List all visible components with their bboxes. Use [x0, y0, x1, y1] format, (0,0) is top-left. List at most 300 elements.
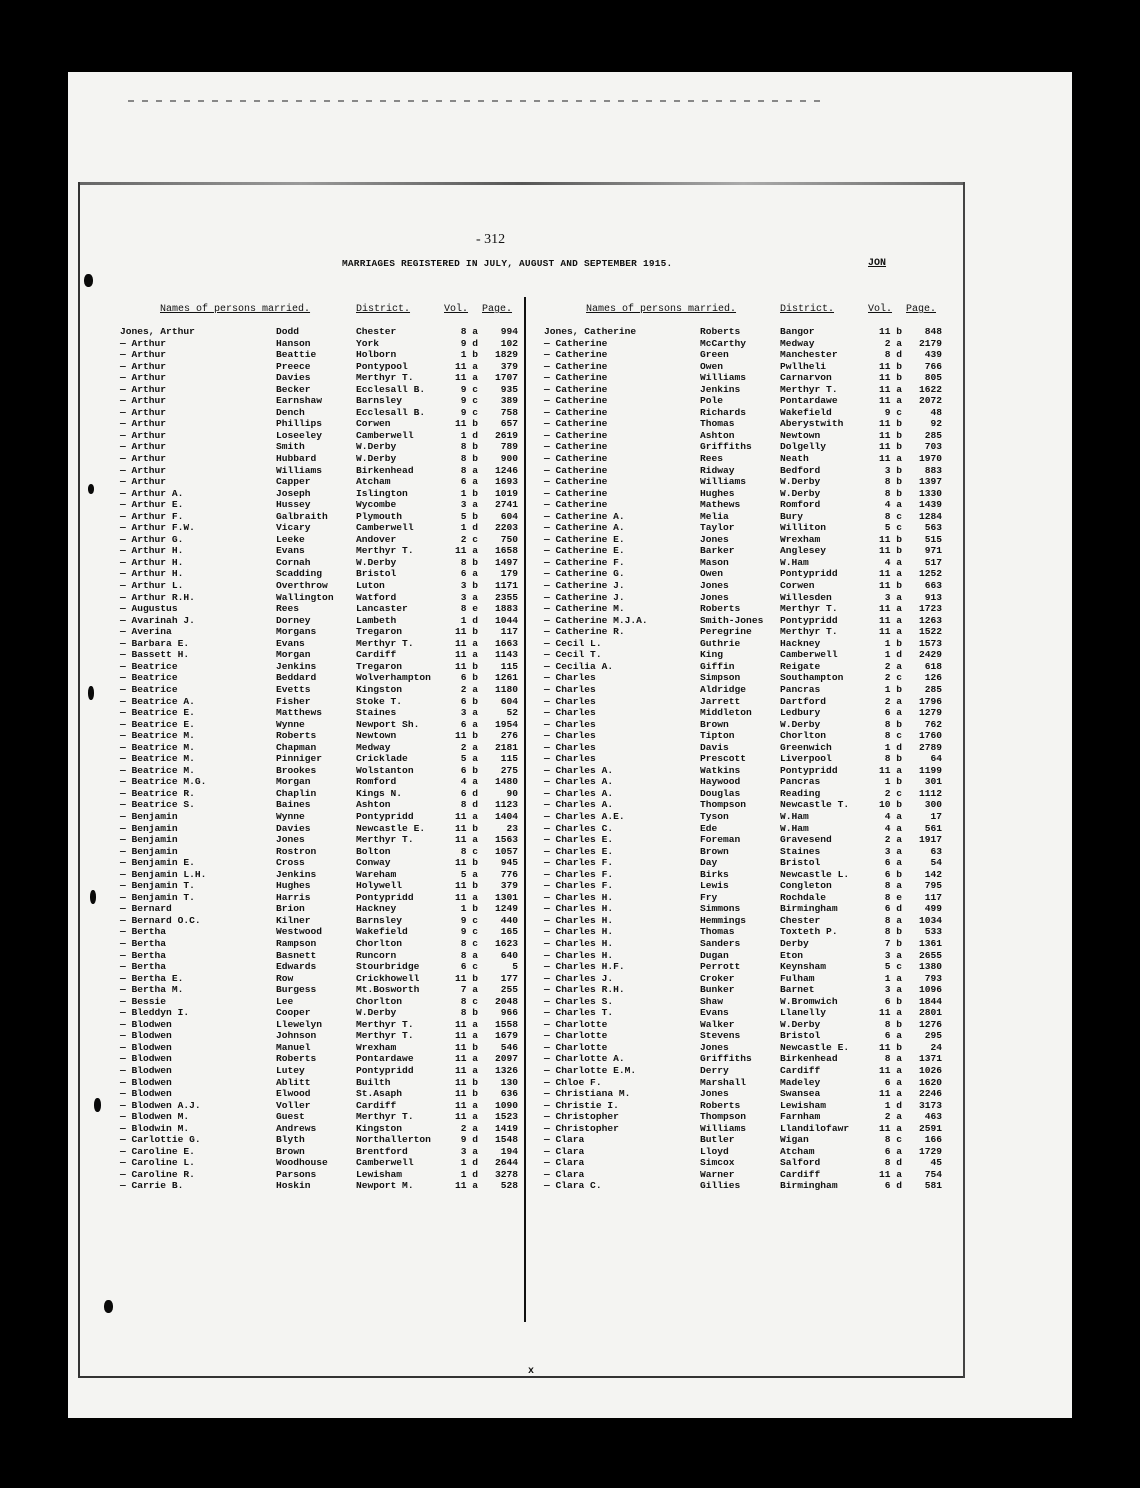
entry-volume: 8 b	[884, 926, 902, 938]
entry-page: 1439	[918, 499, 942, 511]
entry-page: 900	[500, 453, 518, 465]
entry-name: — Arthur	[120, 453, 167, 465]
entry-name: — Catherine G.	[544, 568, 625, 580]
entry-page: 1883	[494, 603, 518, 615]
entry-spouse: Wynne	[276, 718, 305, 730]
entry-page: 1558	[494, 1018, 518, 1030]
entry-volume: 10 b	[878, 799, 902, 811]
entry-spouse: Voller	[276, 1099, 311, 1111]
entry-spouse: Shaw	[700, 995, 724, 1007]
entry-page: 1620	[918, 1076, 942, 1088]
entry-spouse: Lloyd	[700, 1145, 729, 1157]
entry-district: Merthyr T.	[356, 1111, 414, 1123]
entry-district: Keynsham	[780, 961, 827, 973]
entry-spouse: Harris	[276, 891, 311, 903]
entry-spouse: Evetts	[276, 683, 311, 695]
entry-district: Stourbridge	[356, 961, 420, 973]
entry-name: — Bertha	[120, 961, 167, 973]
entry-district: Medway	[780, 337, 815, 349]
entry-page: 1760	[918, 730, 942, 742]
entry-page: 789	[500, 441, 518, 453]
entry-name: — Catherine	[544, 499, 608, 511]
entry-spouse: Beattie	[276, 349, 317, 361]
entry-spouse: Scadding	[276, 568, 323, 580]
entry-spouse: Thompson	[700, 1111, 747, 1123]
entry-name: — Augustus	[120, 603, 178, 615]
entry-district: St.Asaph	[356, 1088, 403, 1100]
punch-hole	[90, 890, 96, 904]
entry-name: — Arthur L.	[120, 580, 184, 592]
entry-volume: 1 b	[460, 487, 478, 499]
entry-name: — Cecil L.	[544, 637, 602, 649]
entry-page: 5	[512, 961, 518, 973]
entry-volume: 11 a	[454, 1111, 478, 1123]
entry-spouse: Smith	[276, 441, 305, 453]
entry-spouse: Hanson	[276, 337, 311, 349]
entry-volume: 5 b	[460, 510, 478, 522]
entry-district: Neath	[780, 453, 809, 465]
entry-district: Fulham	[780, 972, 815, 984]
entry-name: — Bertha E.	[120, 972, 184, 984]
entry-volume: 5 a	[460, 753, 478, 765]
entry-name: — Blodwen	[120, 1041, 172, 1053]
entry-volume: 2 a	[884, 695, 902, 707]
entry-page: 1573	[918, 637, 942, 649]
entry-district: Pontypridd	[780, 614, 838, 626]
entry-spouse: Vicary	[276, 522, 311, 534]
entry-page: 1796	[918, 695, 942, 707]
entry-district: Williton	[780, 522, 827, 534]
entry-district: Cardiff	[780, 1168, 821, 1180]
entry-spouse: Davis	[700, 741, 729, 753]
entry-name: — Arthur H.	[120, 556, 184, 568]
entry-spouse: Morgans	[276, 626, 317, 638]
right-vol-heading: Vol.	[868, 304, 893, 315]
entry-page: 1279	[918, 707, 942, 719]
entry-volume: 11 a	[878, 568, 902, 580]
entry-page: 1326	[494, 1065, 518, 1076]
entry-page: 758	[500, 406, 518, 418]
entry-spouse: Tyson	[700, 810, 729, 822]
entry-district: Cardiff	[780, 1065, 821, 1076]
entry-volume: 2 a	[884, 834, 902, 846]
entry-name: — Arthur G.	[120, 533, 184, 545]
entry-page: 17	[930, 810, 942, 822]
entry-volume: 8 b	[884, 753, 902, 765]
entry-district: Southampton	[780, 672, 844, 684]
entry-volume: 8 a	[884, 880, 902, 892]
entry-district: Atcham	[780, 1145, 815, 1157]
entry-spouse: Simcox	[700, 1157, 735, 1169]
entry-spouse: Warner	[700, 1168, 735, 1180]
entry-name: — Charles	[544, 730, 596, 742]
entry-name: — Catherine	[544, 487, 608, 499]
entry-spouse: Dodd	[276, 326, 300, 337]
entry-spouse: Brown	[276, 1145, 305, 1157]
entry-volume: 8 a	[460, 326, 478, 337]
entry-spouse: Jones	[276, 834, 305, 846]
entry-district: Camberwell	[356, 429, 414, 441]
entry-spouse: Becker	[276, 383, 311, 395]
entry-spouse: Hughes	[276, 880, 311, 892]
entry-page: 285	[924, 429, 942, 441]
entry-volume: 9 d	[460, 337, 478, 349]
entry-name: — Beatrice E.	[120, 707, 195, 719]
entry-spouse: Dench	[276, 406, 305, 418]
entry-volume: 11 b	[878, 533, 902, 545]
entry-name: — Beatrice	[120, 672, 178, 684]
entry-district: W.Derby	[780, 718, 821, 730]
entry-page: 115	[500, 753, 518, 765]
entry-page: 194	[500, 1145, 518, 1157]
entry-page: 1096	[918, 984, 942, 996]
entry-spouse: Davies	[276, 372, 311, 384]
entry-district: W.Derby	[780, 487, 821, 499]
entry-spouse: Ashton	[700, 429, 735, 441]
entry-volume: 1 b	[884, 683, 902, 695]
entry-district: Newport M.	[356, 1180, 414, 1192]
entry-spouse: Brookes	[276, 764, 317, 776]
entry-name: — Caroline R.	[120, 1168, 195, 1180]
entry-district: Swansea	[780, 1088, 821, 1100]
entry-spouse: McCarthy	[700, 337, 747, 349]
entry-page: 1729	[918, 1145, 942, 1157]
entry-district: Chorlton	[780, 730, 827, 742]
left-vol-heading: Vol.	[444, 304, 469, 315]
entry-volume: 3 a	[884, 949, 902, 961]
entry-volume: 4 a	[884, 810, 902, 822]
entry-page: 1497	[494, 556, 518, 568]
entry-spouse: Jenkins	[276, 660, 317, 672]
entry-name: — Bertha M.	[120, 984, 184, 996]
entry-page: 92	[930, 418, 942, 430]
entry-spouse: Dorney	[276, 614, 311, 626]
entry-spouse: King	[700, 649, 724, 661]
entry-volume: 11 a	[878, 395, 902, 407]
entry-volume: 8 b	[460, 1007, 478, 1019]
entry-district: W.Derby	[356, 453, 397, 465]
entry-volume: 11 a	[878, 1065, 902, 1076]
entry-volume: 8 d	[884, 349, 902, 361]
entry-district: Rochdale	[780, 891, 827, 903]
entry-name: — Charles F.	[544, 868, 614, 880]
entry-name: — Arthur	[120, 441, 167, 453]
entry-district: Wakefield	[780, 406, 832, 418]
entry-page: 2246	[918, 1088, 942, 1100]
entry-district: Pontypridd	[356, 810, 414, 822]
entry-spouse: Day	[700, 857, 718, 869]
entry-volume: 1 d	[884, 649, 902, 661]
entry-spouse: Birks	[700, 868, 729, 880]
entry-name: — Charles	[544, 695, 596, 707]
entry-district: Bury	[780, 510, 804, 522]
entry-page: 2429	[918, 649, 942, 661]
entry-spouse: Foreman	[700, 834, 741, 846]
entry-name: — Charlotte E.M.	[544, 1065, 637, 1076]
entry-volume: 11 b	[878, 360, 902, 372]
entry-spouse: Jones	[700, 1088, 729, 1100]
entry-name: — Catherine	[544, 406, 608, 418]
entry-page: 1623	[494, 937, 518, 949]
entry-volume: 6 a	[884, 857, 902, 869]
entry-spouse: Rees	[276, 603, 300, 615]
entry-page: 994	[500, 326, 518, 337]
entry-spouse: Capper	[276, 476, 311, 488]
entry-name: — Charles A.	[544, 776, 614, 788]
entry-district: Llandilofawr	[780, 1122, 850, 1134]
entry-name: — Charles	[544, 741, 596, 753]
entry-spouse: Cross	[276, 857, 305, 869]
entry-volume: 11 b	[878, 372, 902, 384]
entry-volume: 11 a	[454, 1099, 478, 1111]
entry-name: — Catherine	[544, 441, 608, 453]
entry-name: — Charles H.	[544, 903, 614, 915]
entry-district: W.Derby	[780, 476, 821, 488]
entry-spouse: Derry	[700, 1065, 729, 1076]
entry-page: 48	[930, 406, 942, 418]
entry-name: — Arthur	[120, 418, 167, 430]
entry-volume: 2 c	[460, 533, 478, 545]
entry-district: Liverpool	[780, 753, 832, 765]
entry-name: — Charles H.	[544, 949, 614, 961]
entry-page: 618	[924, 660, 942, 672]
entry-volume: 1 d	[884, 1099, 902, 1111]
entry-page: 604	[500, 695, 518, 707]
entry-page: 1330	[918, 487, 942, 499]
entry-volume: 11 a	[454, 1030, 478, 1042]
entry-page: 1419	[494, 1122, 518, 1134]
entry-spouse: Leeke	[276, 533, 305, 545]
entry-spouse: Kilner	[276, 914, 311, 926]
entry-name: — Charlotte	[544, 1018, 608, 1030]
entry-page: 285	[924, 683, 942, 695]
entry-name: — Christiana M.	[544, 1088, 631, 1100]
entry-page: 255	[500, 984, 518, 996]
entry-volume: 1 d	[460, 614, 478, 626]
entry-page: 2619	[494, 429, 518, 441]
entry-page: 1044	[494, 614, 518, 626]
entry-spouse: Hussey	[276, 499, 311, 511]
entry-volume: 11 a	[454, 372, 478, 384]
entry-page: 1397	[918, 476, 942, 488]
entry-name: — Benjamin T.	[120, 880, 195, 892]
entry-page: 1252	[918, 568, 942, 580]
entry-volume: 8 c	[460, 845, 478, 857]
entry-name: — Bernard O.C.	[120, 914, 201, 926]
entry-page: 1034	[918, 914, 942, 926]
entry-name: — Carrie B.	[120, 1180, 184, 1192]
entry-spouse: Haywood	[700, 776, 741, 788]
entry-spouse: Hubbard	[276, 453, 317, 465]
entry-district: Watford	[356, 591, 397, 603]
entry-volume: 3 a	[884, 845, 902, 857]
entry-spouse: Green	[700, 349, 729, 361]
entry-page: 2179	[918, 337, 942, 349]
entry-volume: 1 d	[460, 1157, 478, 1169]
entry-name: — Charles R.H.	[544, 984, 625, 996]
entry-district: Corwen	[780, 580, 815, 592]
entry-page: 945	[500, 857, 518, 869]
entry-spouse: Hemmings	[700, 914, 747, 926]
entry-page: 1246	[494, 464, 518, 476]
entry-name: — Arthur E.	[120, 499, 184, 511]
scan-artifact	[128, 100, 828, 102]
entry-district: Pontardawe	[356, 1053, 414, 1065]
entry-name: — Clara	[544, 1168, 585, 1180]
entry-district: Luton	[356, 580, 385, 592]
entry-spouse: Walker	[700, 1018, 735, 1030]
entry-name: — Bernard	[120, 903, 172, 915]
entry-name: — Blodwen	[120, 1076, 172, 1088]
entry-district: Ashton	[356, 799, 391, 811]
entry-volume: 8 b	[884, 476, 902, 488]
entry-name: — Catherine	[544, 418, 608, 430]
entry-name: — Catherine M.	[544, 603, 625, 615]
entry-spouse: Jones	[700, 1041, 729, 1053]
entry-page: 440	[500, 914, 518, 926]
entry-name: — Beatrice M.	[120, 741, 195, 753]
entry-district: Hackney	[780, 637, 821, 649]
entry-district: Ecclesall B.	[356, 383, 426, 395]
entry-name: — Benjamin L.H.	[120, 868, 207, 880]
punch-hole	[88, 484, 94, 494]
entry-name: — Benjamin E.	[120, 857, 195, 869]
entry-name: — Blodwen	[120, 1065, 172, 1076]
entry-page: 1970	[918, 453, 942, 465]
entry-spouse: Johnson	[276, 1030, 317, 1042]
entry-volume: 9 d	[460, 1134, 478, 1146]
entry-district: W.Ham	[780, 810, 809, 822]
entry-spouse: Simpson	[700, 672, 741, 684]
entry-page: 3173	[918, 1099, 942, 1111]
entry-volume: 8 c	[460, 937, 478, 949]
entry-page: 1301	[494, 891, 518, 903]
entry-spouse: Brown	[700, 845, 729, 857]
entry-volume: 1 b	[460, 349, 478, 361]
entry-volume: 11 a	[878, 1088, 902, 1100]
entry-page: 1026	[918, 1065, 942, 1076]
entry-name: — Arthur F.	[120, 510, 184, 522]
entry-name: — Arthur	[120, 383, 167, 395]
entry-spouse: Williams	[700, 1122, 747, 1134]
entry-volume: 6 b	[460, 672, 478, 684]
entry-page: 935	[500, 383, 518, 395]
entry-spouse: Evans	[700, 1007, 729, 1019]
entry-volume: 4 a	[884, 499, 902, 511]
entry-spouse: Burgess	[276, 984, 317, 996]
entry-volume: 6 a	[460, 718, 478, 730]
entry-district: Barnsley	[356, 395, 403, 407]
entry-page: 766	[924, 360, 942, 372]
entry-name: — Arthur	[120, 406, 167, 418]
entry-district: Tregaron	[356, 626, 403, 638]
entry-district: Northallerton	[356, 1134, 431, 1146]
entry-name: — Arthur H.	[120, 568, 184, 580]
entry-district: Reigate	[780, 660, 821, 672]
entry-page: 604	[500, 510, 518, 522]
entry-volume: 3 b	[460, 580, 478, 592]
entry-volume: 3 a	[884, 591, 902, 603]
entry-name: — Benjamin T.	[120, 891, 195, 903]
entry-spouse: Morgan	[276, 776, 311, 788]
entry-page: 301	[924, 776, 942, 788]
entry-volume: 1 d	[884, 741, 902, 753]
entry-page: 517	[924, 556, 942, 568]
entry-district: W.Derby	[780, 1018, 821, 1030]
entry-district: Merthyr T.	[356, 372, 414, 384]
entry-page: 1057	[494, 845, 518, 857]
left-district-heading: District.	[356, 304, 411, 315]
entry-page: 295	[924, 1030, 942, 1042]
entry-spouse: Overthrow	[276, 580, 328, 592]
entry-volume: 2 a	[884, 660, 902, 672]
entry-district: Newtown	[780, 429, 821, 441]
entry-district: Wareham	[356, 868, 397, 880]
entry-name: — Blodwen	[120, 1030, 172, 1042]
entry-volume: 11 b	[878, 418, 902, 430]
entry-district: Merthyr T.	[356, 637, 414, 649]
entry-spouse: Baines	[276, 799, 311, 811]
entry-volume: 2 c	[884, 672, 902, 684]
entry-district: Willesden	[780, 591, 832, 603]
entry-volume: 8 a	[460, 464, 478, 476]
entry-page: 3278	[494, 1168, 518, 1180]
entry-district: Ecclesall B.	[356, 406, 426, 418]
entry-page: 463	[924, 1111, 942, 1123]
entry-volume: 2 a	[460, 741, 478, 753]
entry-name: — Catherine	[544, 429, 608, 441]
entry-district: Newcastle E.	[356, 822, 426, 834]
entry-page: 750	[500, 533, 518, 545]
entry-volume: 6 d	[460, 787, 478, 799]
entry-name: — Clara C.	[544, 1180, 602, 1192]
entry-page: 1954	[494, 718, 518, 730]
entry-name: — Christie I.	[544, 1099, 619, 1111]
entry-page: 533	[924, 926, 942, 938]
entry-spouse: Rampson	[276, 937, 317, 949]
entry-spouse: Lutey	[276, 1065, 305, 1076]
entry-name: — Caroline L.	[120, 1157, 195, 1169]
entry-name: — Charles E.	[544, 845, 614, 857]
entry-volume: 6 c	[460, 961, 478, 973]
entry-spouse: Mathews	[700, 499, 741, 511]
entry-district: Dartford	[780, 695, 827, 707]
entry-district: Pontypridd	[356, 1065, 414, 1076]
entry-district: Pancras	[780, 776, 821, 788]
entry-spouse: Peregrine	[700, 626, 752, 638]
entry-page: 1522	[918, 626, 942, 638]
entry-name: — Beatrice M.	[120, 753, 195, 765]
entry-district: Congleton	[780, 880, 832, 892]
entry-name: — Charles	[544, 707, 596, 719]
entry-spouse: Evans	[276, 637, 305, 649]
entry-page: 1523	[494, 1111, 518, 1123]
entry-district: Lewisham	[780, 1099, 827, 1111]
entry-spouse: Williams	[700, 476, 747, 488]
entry-district: W.Ham	[780, 822, 809, 834]
entry-name: — Bertha	[120, 949, 167, 961]
entry-name: — Charles A.	[544, 764, 614, 776]
entry-district: Brentford	[356, 1145, 408, 1157]
entry-page: 177	[500, 972, 518, 984]
entry-district: Merthyr T.	[356, 834, 414, 846]
entry-page: 1622	[918, 383, 942, 395]
entry-name: — Arthur F.W.	[120, 522, 195, 534]
entry-page: 1829	[494, 349, 518, 361]
entry-district: Camberwell	[780, 649, 838, 661]
entry-name: — Arthur	[120, 464, 167, 476]
entry-page: 1263	[918, 614, 942, 626]
